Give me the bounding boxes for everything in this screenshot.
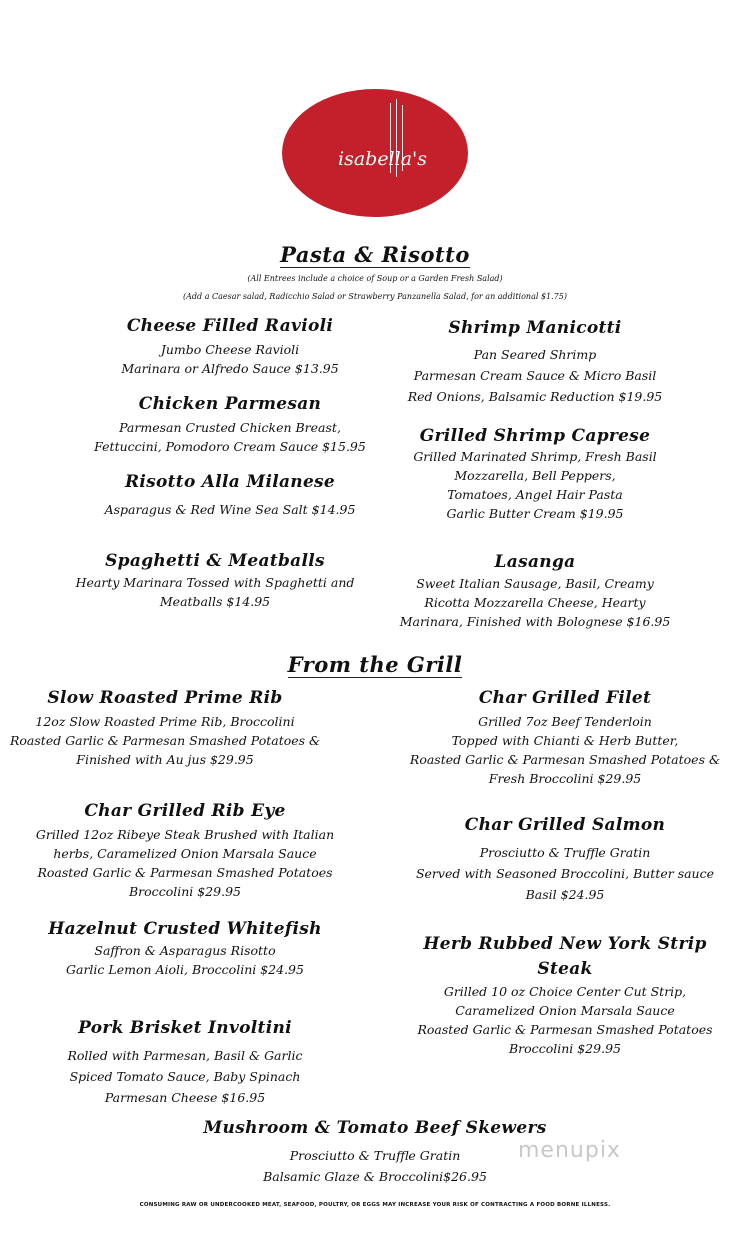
dish-description: Fettuccini, Pomodoro Cream Sauce $15.95 — [94, 439, 366, 454]
dish-description: Grilled 10 oz Choice Center Cut Strip, — [443, 984, 687, 999]
dish-name: Risotto Alla Milanese — [124, 472, 336, 492]
menu-item — [405, 815, 725, 905]
dish-description: Roasted Garlic & Parmesan Smashed Potatoes — [417, 1022, 713, 1037]
dish-description: Jumbo Cheese Ravioli — [160, 342, 300, 357]
dish-description: Served with Seasoned Broccolini, Butter sauce — [415, 866, 715, 881]
dish-description: Fresh Broccolini $29.95 — [488, 771, 642, 786]
section-title-grill: From the Grill — [287, 652, 463, 677]
dish-description: Ricotta Mozzarella Cheese, Hearty — [424, 595, 646, 610]
dish-name: Lasanga — [494, 552, 576, 572]
dish-description: Hearty Marinara Tossed with Spaghetti and — [75, 575, 355, 590]
dish-name: Spaghetti & Meatballs — [105, 551, 325, 571]
dish-description: Grilled 7oz Beef Tenderloin — [478, 714, 652, 729]
dish-description: Parmesan Crusted Chicken Breast, — [119, 420, 341, 435]
menu-item — [175, 1118, 575, 1187]
dish-description: Tomatoes, Angel Hair Pasta — [447, 487, 623, 502]
dish-description: Sweet Italian Sausage, Basil, Creamy — [416, 576, 654, 591]
dish-name: Mushroom & Tomato Beef Skewers — [203, 1118, 547, 1138]
dish-description: Pan Seared Shrimp — [473, 347, 597, 362]
dish-description: Asparagus & Red Wine Sea Salt $14.95 — [104, 502, 356, 517]
menu-item — [395, 934, 735, 1058]
menu-item — [385, 552, 685, 631]
dish-description: Caramelized Onion Marsala Sauce — [455, 1003, 675, 1018]
dish-description: Broccolini $29.95 — [509, 1041, 621, 1056]
dish-name: Char Grilled Salmon — [464, 815, 666, 835]
dish-description: Parmesan Cream Sauce & Micro Basil — [413, 368, 657, 383]
dish-description: Balsamic Glaze & Broccolini$26.95 — [263, 1169, 487, 1184]
dish-description: Broccolini $29.95 — [129, 884, 241, 899]
menu-item — [40, 551, 390, 611]
dish-description: Parmesan Cheese $16.95 — [104, 1090, 266, 1105]
dish-name: Slow Roasted Prime Rib — [47, 688, 283, 708]
dish-name: Herb Rubbed New York Strip — [423, 934, 707, 954]
dish-description: Grilled 12oz Ribeye Steak Brushed with Italian — [35, 827, 335, 842]
section-title-pasta: Pasta & Risotto — [280, 242, 470, 267]
menu-item — [30, 801, 340, 901]
logo-wordmark: isabella's — [338, 148, 428, 170]
menu-item — [60, 394, 400, 456]
pasta-note: (All Entrees include a choice of Soup or a Garden Fresh Salad) — [247, 274, 503, 283]
dish-description: Red Onions, Balsamic Reduction $19.95 — [407, 389, 663, 404]
disclaimer: CONSUMING RAW OR UNDERCOOKED MEAT, SEAFOOD, POULTRY, OR EGGS MAY INCREASE YOUR RISK OF CONTRACTING A FOOD BORNE ILLNESS. — [139, 1202, 611, 1208]
dish-description: Spiced Tomato Sauce, Baby Spinach — [69, 1069, 301, 1084]
dish-name: Steak — [537, 959, 593, 979]
menu-item — [10, 688, 320, 769]
dish-description: Rolled with Parmesan, Basil & Garlic — [67, 1048, 303, 1063]
dish-description: Saffron & Asparagus Risotto — [94, 943, 276, 958]
dish-description: Marinara or Alfredo Sauce $13.95 — [121, 361, 339, 376]
dish-description: 12oz Slow Roasted Prime Rib, Broccolini — [35, 714, 295, 729]
dish-description: Garlic Lemon Aioli, Broccolini $24.95 — [66, 962, 304, 977]
dish-description: Finished with Au jus $29.95 — [76, 752, 254, 767]
menu-item — [60, 472, 400, 519]
menu-item — [405, 688, 725, 788]
dish-description: Garlic Butter Cream $19.95 — [446, 506, 624, 521]
watermark: menupix — [518, 1138, 621, 1163]
dish-description: Prosciutto & Truffle Gratin — [479, 845, 651, 860]
dish-name: Grilled Shrimp Caprese — [419, 426, 651, 446]
dish-description: Roasted Garlic & Parmesan Smashed Potatoes & — [409, 752, 721, 767]
dish-description: Prosciutto & Truffle Gratin — [289, 1148, 461, 1163]
dish-name: Chicken Parmesan — [138, 394, 322, 414]
dish-description: Basil $24.95 — [525, 887, 605, 902]
dish-name: Cheese Filled Ravioli — [126, 316, 334, 336]
pasta-note: (Add a Caesar salad, Radicchio Salad or Strawberry Panzanella Salad, for an additional $1.75) — [183, 292, 567, 301]
dish-name: Char Grilled Rib Eye — [84, 801, 286, 821]
dish-description: Grilled Marinated Shrimp, Fresh Basil — [413, 449, 657, 464]
menu-item — [60, 316, 400, 378]
menu-item — [385, 318, 685, 407]
dish-description: Mozzarella, Bell Peppers, — [454, 468, 616, 483]
dish-description: Meatballs $14.95 — [159, 594, 271, 609]
dish-description: Roasted Garlic & Parmesan Smashed Potatoes — [37, 865, 333, 880]
dish-description: Topped with Chianti & Herb Butter, — [451, 733, 679, 748]
menu-item — [385, 426, 685, 523]
menu-item — [30, 1018, 340, 1108]
dish-name: Shrimp Manicotti — [448, 318, 622, 338]
dish-name: Char Grilled Filet — [478, 688, 652, 708]
dish-description: Marinara, Finished with Bolognese $16.95 — [399, 614, 671, 629]
menu-item — [30, 919, 340, 979]
dish-name: Hazelnut Crusted Whitefish — [48, 919, 322, 939]
dish-name: Pork Brisket Involtini — [78, 1018, 292, 1038]
dish-description: herbs, Caramelized Onion Marsala Sauce — [53, 846, 317, 861]
dish-description: Roasted Garlic & Parmesan Smashed Potatoes & — [10, 733, 321, 748]
